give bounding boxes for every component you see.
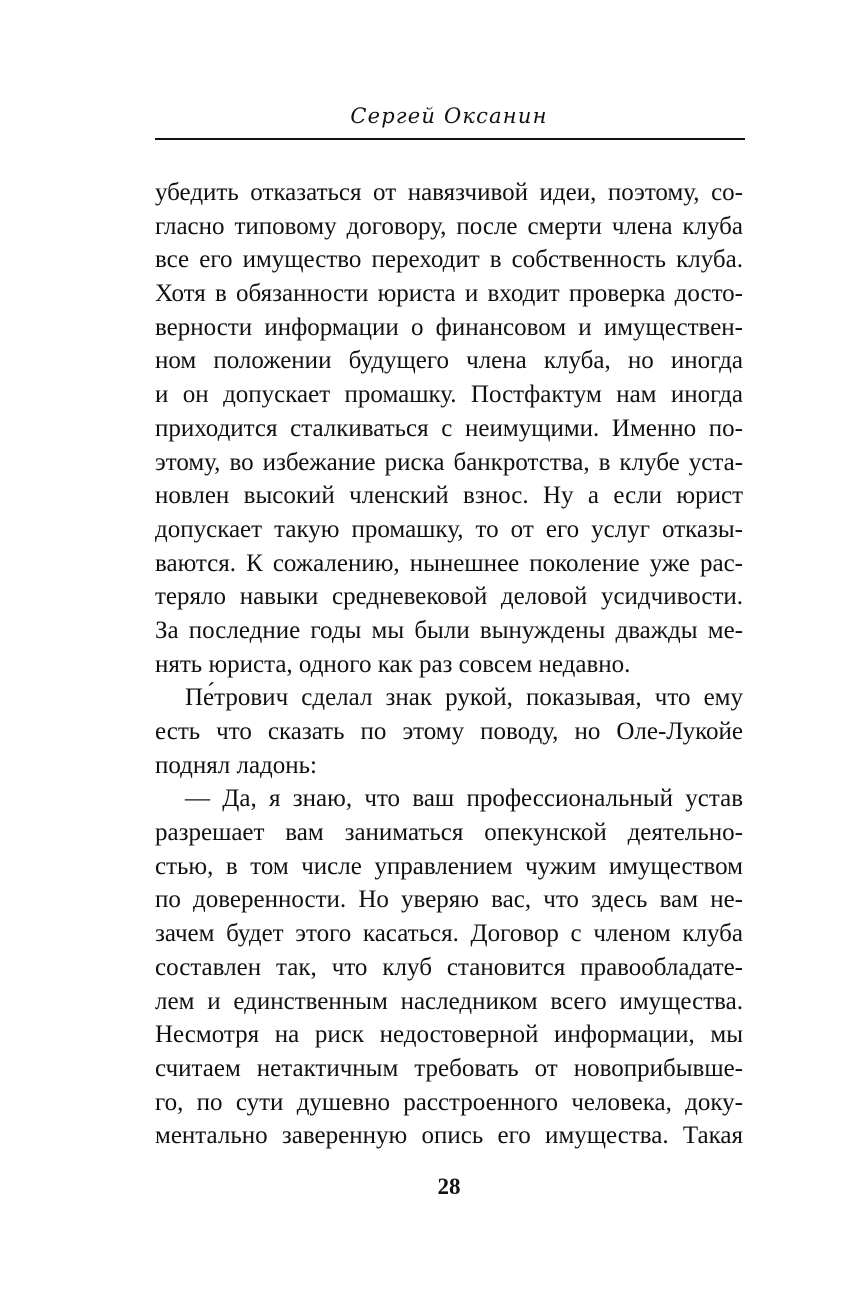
- text-line: составлен так, что клуб становится правообладате-: [155, 953, 743, 981]
- page-number: 28: [437, 1174, 461, 1199]
- text-line: и он допускает промашку. Постфактум нам иногда: [155, 381, 743, 409]
- text-line: стью, в том числе управлением чужим имуществом: [155, 852, 743, 880]
- text-line: лем и единственным наследником всего имущества.: [155, 987, 743, 1015]
- text-line: Несмотря на риск недостоверной информации, мы: [155, 1021, 743, 1049]
- text-line: все его имущество переходит в собственность клуба.: [155, 246, 743, 274]
- text-line: теряло навыки средневековой деловой усидчивости.: [155, 583, 743, 611]
- text-line: допускает такую промашку, то от его услуг отказы-: [155, 515, 743, 543]
- text-line: Пе́трович сделал знак рукой, показывая, что ему: [185, 684, 743, 712]
- text-line: разрешает вам заниматься опекунской деятельно-: [155, 819, 743, 847]
- text-line: нять юриста, одного как раз совсем недавно.: [155, 650, 631, 678]
- text-line: верности информации о финансовом и имуществен-: [155, 313, 743, 341]
- header-rule: [155, 138, 745, 140]
- text-line: новлен высокий членский взнос. Ну а если юрист: [155, 482, 743, 510]
- text-line: ментально заверенную опись его имущества. Такая: [155, 1122, 743, 1150]
- text-line: Хотя в обязанности юриста и входит проверка досто-: [155, 280, 743, 308]
- text-line: приходится сталкиваться с неимущими. Именно по-: [155, 414, 743, 442]
- text-line: поднял ладонь:: [155, 751, 317, 779]
- text-line: ваются. К сожалению, нынешнее поколение уже рас-: [155, 549, 743, 577]
- text-line: считаем нетактичным требовать от новоприбывше-: [155, 1054, 743, 1082]
- text-line: есть что сказать по этому поводу, но Оле-Лукойе: [155, 718, 743, 745]
- text-line: зачем будет этого касаться. Договор с членом клуба: [155, 920, 743, 948]
- running-header-title: Сергей Оксанин: [350, 104, 548, 128]
- text-line: ном положении будущего члена клуба, но иногда: [155, 347, 743, 375]
- text-line: этому, во избежание риска банкротства, в клубе уста-: [155, 448, 743, 476]
- body-text: [155, 176, 743, 1153]
- text-line: убедить отказаться от навязчивой идеи, поэтому, со-: [155, 179, 743, 206]
- text-line: — Да, я знаю, что ваш профессиональный устав: [185, 785, 743, 813]
- text-line: го, по сути душевно расстроенного человека, доку-: [155, 1088, 743, 1116]
- text-line: гласно типовому договору, после смерти члена клуба: [155, 212, 743, 240]
- text-line: по доверенности. Но уверяю вас, что здесь вам не-: [155, 886, 743, 914]
- text-line: За последние годы мы были вынуждены дважды ме-: [155, 616, 743, 644]
